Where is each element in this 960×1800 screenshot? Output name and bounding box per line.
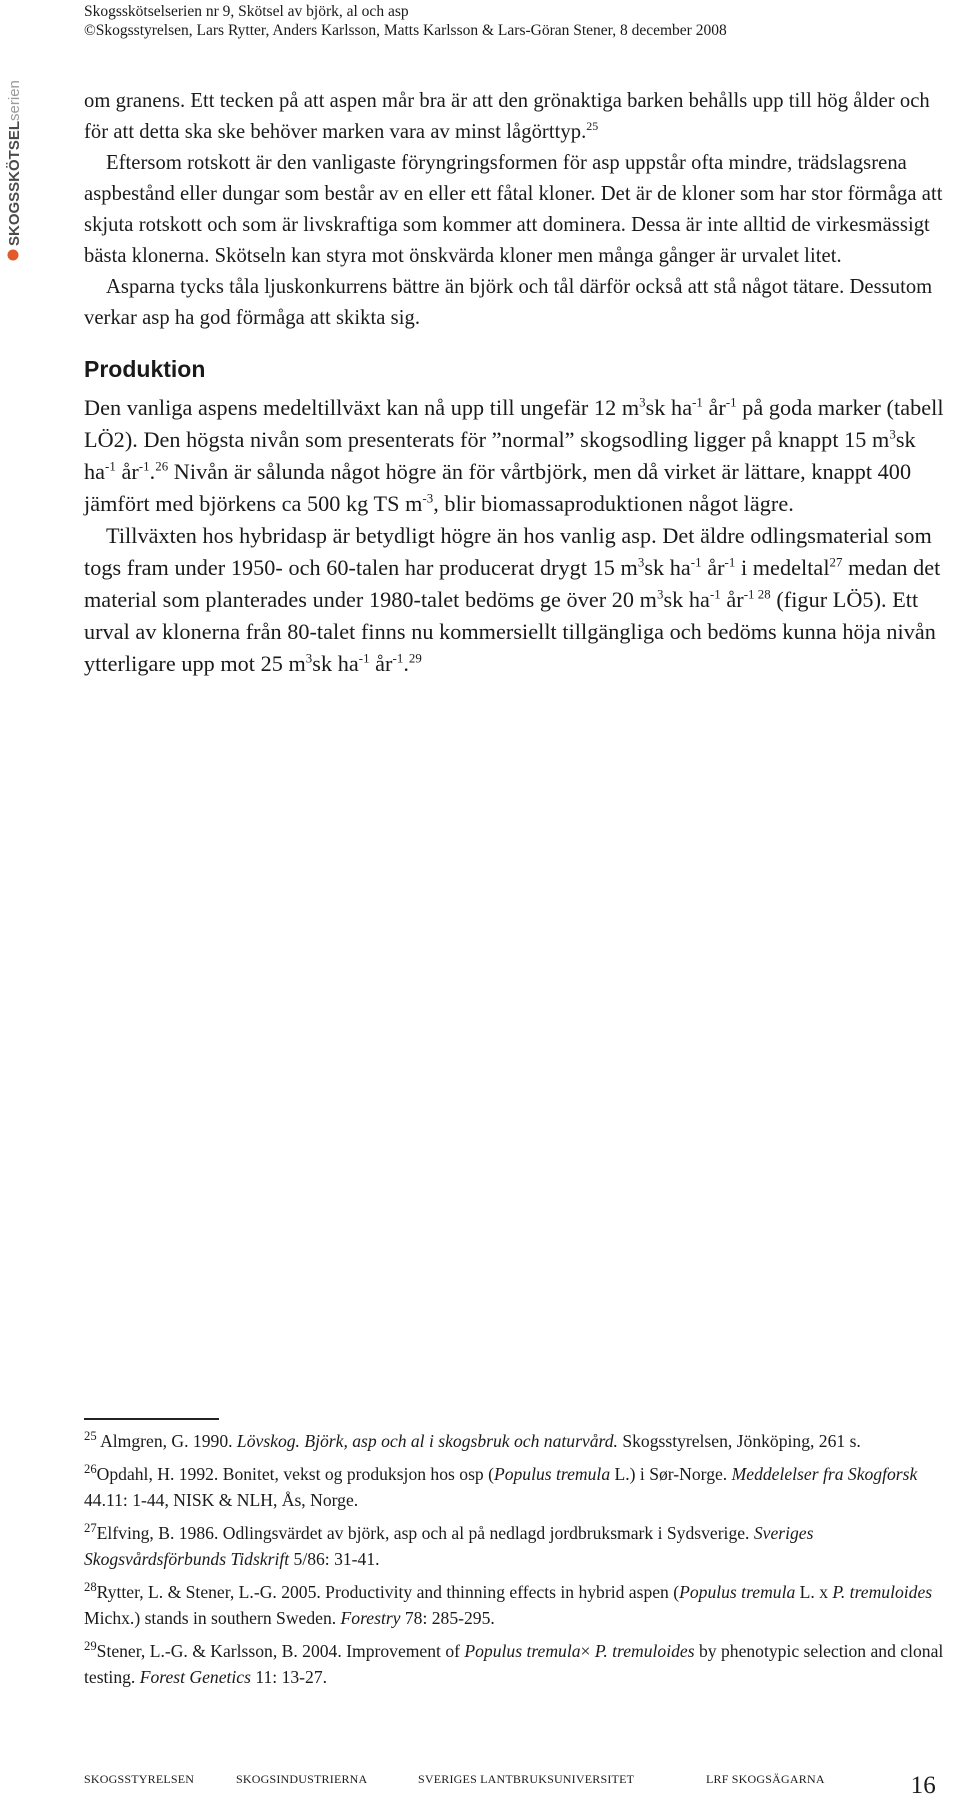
svg-text:SKOGSSKÖTSELserien: SKOGSSKÖTSELserien (6, 80, 23, 246)
footnote-27: $^{27}$Elfving, B. 1986. Odlingsvärdet av björk, asp och al på nedlagd jordbruksmark i Sydsverige. Sveriges Skogsvårdsförbunds Tidskrift 5/86: 31-41. (84, 1521, 814, 1569)
paragraph-growth-hybrid-aspen: Tillväxten hos hybridasp är betydligt högre än hos vanlig asp. Det äldre odlingsmaterial som togs fram under 1950- och 60-talen har producerat drygt 15 $m^3sk$ $ha^{-1}$ $år^{-1}$ i medeltal$^{27}$ medan det material som planterades under 1980-talet bedöms ge över 20 $m^3sk$ $ha^{-1}$ $år^{-1 28}$ (figur LÖ5). Ett urval av klonerna från 80-talet finns nu kommersiellt tillgängliga och bedöms kunna höja nivån ytterligare upp mot 25 $m^3sk$ $ha^{-1}$ $år^{-1}.^{29}$ (84, 523, 941, 676)
section-heading-produktion: Produktion (84, 356, 206, 382)
body-text (84, 86, 944, 680)
footnotes (84, 1428, 944, 1697)
footnote-ref-28[interactable]: -1 28 (743, 587, 771, 602)
footnote-25: $^{25}$ Almgren, G. 1990. Lövskog. Björk, asp och al i skogsbruk och naturvård. Skogsstyrelsen, Jönköping, 261 s. (84, 1429, 861, 1451)
footnote-separator (84, 1418, 219, 1420)
footer-org-lrf: LRF SKOGSÄGARNA (706, 1772, 825, 1786)
paragraph-growth-common-aspen: Den vanliga aspens medeltillväxt kan nå upp till ungefär 12 $m^3sk$ $ha^{-1}$ $år^{-1}$ på goda marker (tabell LÖ2). Den högsta nivån som presenterats för ”normal” skogsodling ligger på knappt 15 $m^3sk$ $ha^{-1}$ $år^{-1}.^{26}$ Nivån är sålunda något högre än för vårtbjörk, men då virket är lättare, knappt 400 jämfört med björkens ca 500 kg TS $m^{-3}$, blir biomassaproduktionen något lägre. (84, 395, 944, 516)
footnote-29: $^{29}$Stener, L.-G. & Karlsson, B. 2004. Improvement of Populus tremula× P. tremuloides by phenotypic selection and clonal testing. Forest Genetics 11: 13-27. (84, 1639, 944, 1687)
footnote-ref-25[interactable]: 25 (586, 119, 599, 134)
header-copyright: ©Skogsstyrelsen, Lars Rytter, Anders Karlsson, Matts Karlsson & Lars-Göran Stener, 8 december 2008 (84, 22, 727, 39)
page-header (84, 2, 944, 40)
footnote-ref-29[interactable]: 29 (408, 651, 422, 666)
footnote-ref-26[interactable]: 26 (155, 459, 169, 474)
footer-org-skogsindustrierna: SKOGSINDUSTRIERNA (236, 1772, 368, 1786)
paragraph-light-competition: Asparna tycks tåla ljuskonkurrens bättre än björk och tål därför också att stå något tätare. Dessutom verkar asp ha god förmåga att skikta sig. (84, 276, 933, 329)
footnote-28: $^{28}$Rytter, L. & Stener, L.-G. 2005. Productivity and thinning effects in hybrid aspen (Populus tremula L. x P. tremuloides Michx.) stands in southern Sweden. Forestry 78: 285-295. (84, 1580, 933, 1628)
header-series-title: Skogsskötselserien nr 9, Skötsel av björk, al och asp (84, 3, 409, 20)
page-number: 16 (910, 1772, 936, 1799)
footnote-26: $^{26}$Opdahl, H. 1992. Bonitet, vekst og produksjon hos osp (Populus tremula L.) i Sør-Norge. Meddelelser fra Skogforsk 44.11: 1-44, NISK & NLH, Ås, Norge. (84, 1462, 918, 1510)
paragraph-root-suckers: Eftersom rotskott är den vanligaste föryngringsformen för asp uppstår ofta mindre, trädslagsrena aspbestånd eller dungar som består av en eller ett fåtal kloner. Det är de kloner som har stor förmåga att skjuta rotskott och som är livskraftiga som kommer att dominera. Dessa är inte alltid de virkesmässigt bästa klonerna. Skötseln kan styra mot önskvärda kloner men många gånger är urvalet litet. (84, 152, 943, 267)
skogsskotselserien-logo (2, 38, 24, 263)
paragraph-bark: om granens. Ett tecken på att aspen mår bra är att den grönaktiga barken behålls upp till hög ålder och för att detta ska ske behöver marken vara av minst lågörttyp.$^{25}$ (84, 90, 930, 143)
footer-org-slu: SVERIGES LANTBRUKSUNIVERSITET (418, 1772, 635, 1786)
footer-org-skogsstyrelsen: SKOGSSTYRELSEN (84, 1772, 195, 1786)
footnote-ref-27[interactable]: 27 (829, 555, 843, 570)
page-footer (84, 1766, 944, 1799)
